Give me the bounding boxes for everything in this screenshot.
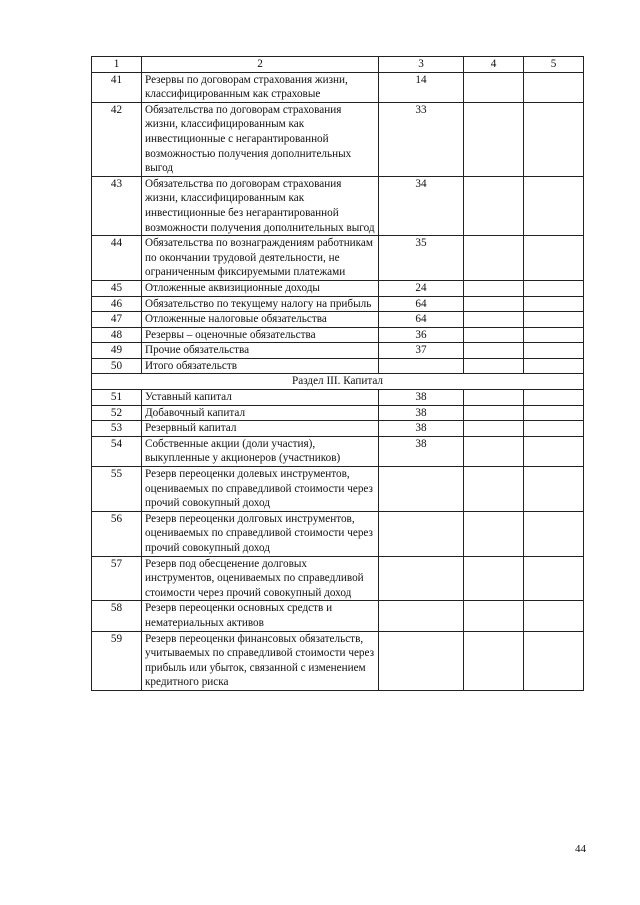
row-number-cell: 41 (92, 72, 142, 102)
row-value-cell-4 (464, 556, 524, 601)
table-row (92, 556, 584, 601)
row-note-cell (379, 358, 464, 374)
row-value-cell-4 (464, 467, 524, 512)
row-value-cell-5 (524, 358, 584, 374)
row-value-cell-4 (464, 72, 524, 102)
table-row (92, 601, 584, 631)
row-value-cell-4 (464, 102, 524, 176)
row-description-cell: Обязательства по договорам страхования жизни, классифицированным как инвестиционные без негарантированной возможности получения дополнительных выгод (142, 176, 379, 235)
row-value-cell-5 (524, 72, 584, 102)
row-description-cell: Прочие обязательства (142, 343, 379, 359)
row-value-cell-4 (464, 405, 524, 421)
row-value-cell-4 (464, 421, 524, 437)
row-description-cell: Обязательства по вознаграждениям работникам по окончании трудовой деятельности, не ограниченным фиксируемыми платежами (142, 236, 379, 281)
row-value-cell-4 (464, 436, 524, 466)
row-value-cell-5 (524, 421, 584, 437)
table-row (92, 390, 584, 406)
row-number-cell: 52 (92, 405, 142, 421)
row-note-cell: 38 (379, 405, 464, 421)
row-note-cell: 64 (379, 296, 464, 312)
row-number-cell: 55 (92, 467, 142, 512)
row-number-cell: 44 (92, 236, 142, 281)
row-note-cell (379, 631, 464, 690)
row-description-cell: Резервы по договорам страхования жизни, классифицированным как страховые (142, 72, 379, 102)
row-note-cell: 24 (379, 280, 464, 296)
header-cell-3: 3 (379, 57, 464, 73)
row-value-cell-5 (524, 631, 584, 690)
table-row (92, 421, 584, 437)
row-value-cell-4 (464, 327, 524, 343)
table-row (92, 176, 584, 235)
table-row (92, 405, 584, 421)
row-description-cell: Резервный капитал (142, 421, 379, 437)
row-description-cell: Резерв переоценки основных средств и нематериальных активов (142, 601, 379, 631)
row-number-cell: 56 (92, 511, 142, 556)
row-note-cell (379, 467, 464, 512)
row-note-cell: 14 (379, 72, 464, 102)
row-note-cell: 35 (379, 236, 464, 281)
row-number-cell: 50 (92, 358, 142, 374)
row-value-cell-5 (524, 280, 584, 296)
row-value-cell-5 (524, 327, 584, 343)
row-number-cell: 47 (92, 312, 142, 328)
row-value-cell-5 (524, 436, 584, 466)
row-description-cell: Резерв переоценки долевых инструментов, оцениваемых по справедливой стоимости через прочий совокупный доход (142, 467, 379, 512)
row-number-cell: 42 (92, 102, 142, 176)
page-number: 44 (575, 843, 586, 855)
row-value-cell-5 (524, 467, 584, 512)
table-row (92, 280, 584, 296)
row-description-cell: Итого обязательств (142, 358, 379, 374)
row-description-cell: Резерв переоценки финансовых обязательств, учитываемых по справедливой стоимости через прибыль или убыток, связанной с изменением кредитного риска (142, 631, 379, 690)
row-note-cell: 34 (379, 176, 464, 235)
row-value-cell-4 (464, 176, 524, 235)
table-row (92, 312, 584, 328)
table-row (92, 327, 584, 343)
row-note-cell: 38 (379, 421, 464, 437)
balance-sheet-table (91, 56, 584, 691)
row-value-cell-5 (524, 102, 584, 176)
row-value-cell-4 (464, 390, 524, 406)
row-number-cell: 59 (92, 631, 142, 690)
row-number-cell: 43 (92, 176, 142, 235)
table-row (92, 296, 584, 312)
row-value-cell-5 (524, 176, 584, 235)
row-note-cell (379, 556, 464, 601)
table-row (92, 511, 584, 556)
row-note-cell: 33 (379, 102, 464, 176)
row-note-cell (379, 511, 464, 556)
row-value-cell-5 (524, 405, 584, 421)
table-row (92, 358, 584, 374)
section-title: Раздел III. Капитал (92, 374, 584, 390)
section-row (92, 374, 584, 390)
row-description-cell: Обязательство по текущему налогу на прибыль (142, 296, 379, 312)
row-description-cell: Собственные акции (доли участия), выкупленные у акционеров (участников) (142, 436, 379, 466)
row-number-cell: 49 (92, 343, 142, 359)
row-description-cell: Резерв переоценки долговых инструментов, оцениваемых по справедливой стоимости через прочий совокупный доход (142, 511, 379, 556)
header-cell-5: 5 (524, 57, 584, 73)
row-note-cell: 38 (379, 436, 464, 466)
row-number-cell: 51 (92, 390, 142, 406)
row-value-cell-4 (464, 358, 524, 374)
row-number-cell: 46 (92, 296, 142, 312)
row-value-cell-4 (464, 280, 524, 296)
row-description-cell: Добавочный капитал (142, 405, 379, 421)
row-value-cell-5 (524, 296, 584, 312)
row-description-cell: Уставный капитал (142, 390, 379, 406)
table-body (92, 57, 584, 691)
row-note-cell: 38 (379, 390, 464, 406)
header-cell-2: 2 (142, 57, 379, 73)
table-row (92, 236, 584, 281)
row-value-cell-5 (524, 312, 584, 328)
row-value-cell-5 (524, 511, 584, 556)
row-number-cell: 45 (92, 280, 142, 296)
row-description-cell: Отложенные аквизиционные доходы (142, 280, 379, 296)
row-value-cell-4 (464, 296, 524, 312)
row-value-cell-5 (524, 343, 584, 359)
row-value-cell-4 (464, 631, 524, 690)
table-row (92, 102, 584, 176)
row-description-cell: Отложенные налоговые обязательства (142, 312, 379, 328)
row-value-cell-5 (524, 601, 584, 631)
row-number-cell: 58 (92, 601, 142, 631)
row-number-cell: 57 (92, 556, 142, 601)
row-description-cell: Резерв под обесценение долговых инструментов, оцениваемых по справедливой стоимости через прочий совокупный доход (142, 556, 379, 601)
row-number-cell: 54 (92, 436, 142, 466)
row-note-cell (379, 601, 464, 631)
row-value-cell-4 (464, 343, 524, 359)
header-cell-4: 4 (464, 57, 524, 73)
row-description-cell: Резервы – оценочные обязательства (142, 327, 379, 343)
row-value-cell-4 (464, 236, 524, 281)
table-row (92, 343, 584, 359)
header-row (92, 57, 584, 73)
row-note-cell: 36 (379, 327, 464, 343)
table-row (92, 631, 584, 690)
row-number-cell: 48 (92, 327, 142, 343)
table-row (92, 72, 584, 102)
row-value-cell-4 (464, 511, 524, 556)
row-number-cell: 53 (92, 421, 142, 437)
row-note-cell: 37 (379, 343, 464, 359)
row-value-cell-5 (524, 390, 584, 406)
row-value-cell-5 (524, 556, 584, 601)
row-value-cell-4 (464, 601, 524, 631)
header-cell-1: 1 (92, 57, 142, 73)
row-description-cell: Обязательства по договорам страхования жизни, классифицированным как инвестиционные с негарантированной возможностью получения дополнительных выгод (142, 102, 379, 176)
row-note-cell: 64 (379, 312, 464, 328)
row-value-cell-5 (524, 236, 584, 281)
row-value-cell-4 (464, 312, 524, 328)
table-row (92, 467, 584, 512)
table-row (92, 436, 584, 466)
